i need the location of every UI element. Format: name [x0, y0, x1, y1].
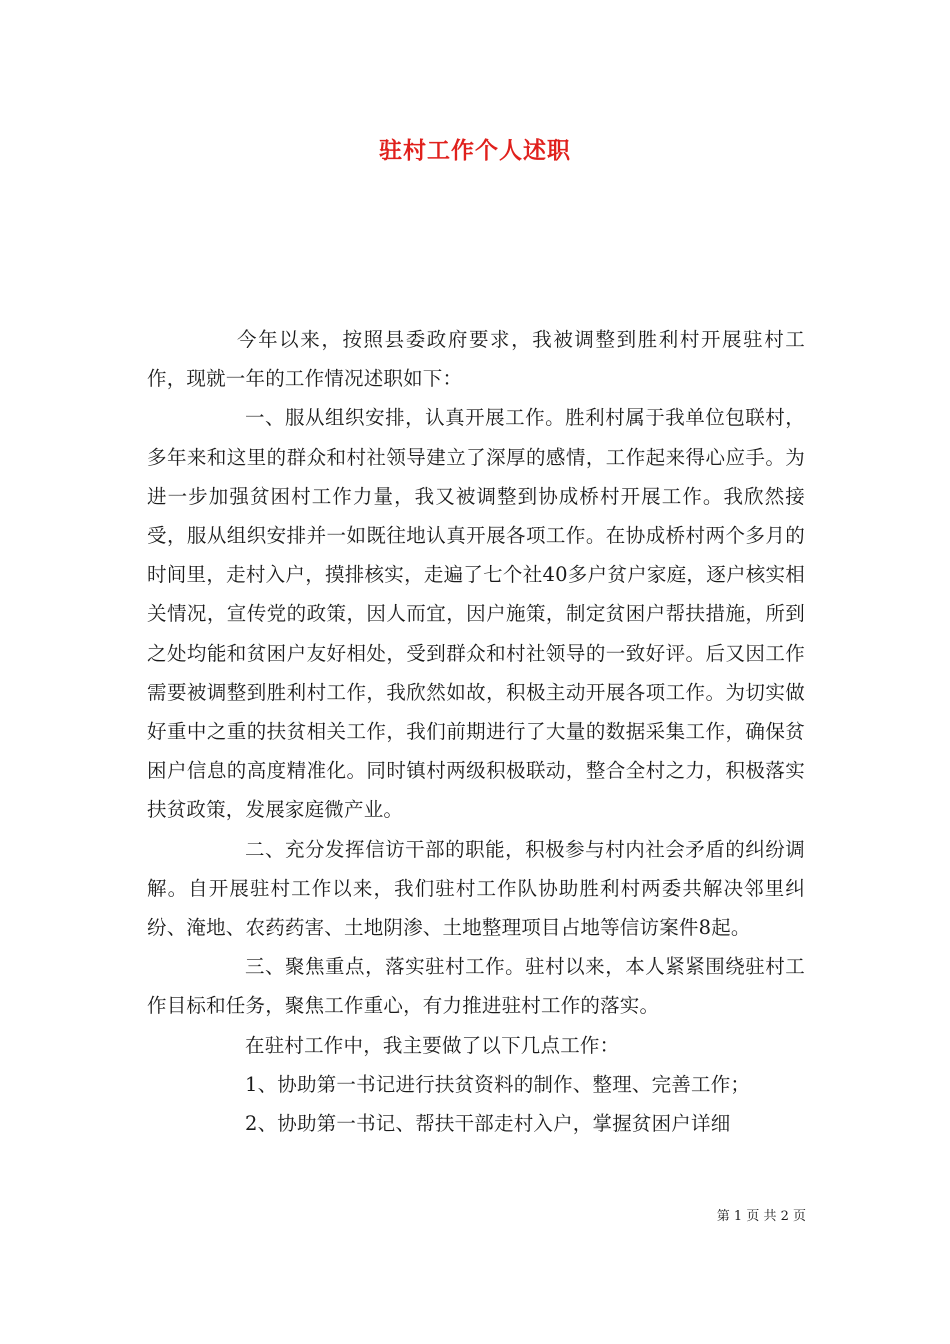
paragraph-intro: 今年以来，按照县委政府要求，我被调整到胜利村开展驻村工作，现就一年的工作情况述职如下：	[147, 328, 805, 391]
paragraph-section-1: 一、服从组织安排，认真开展工作。胜利村属于我单位包联村，多年来和这里的群众和村社领导建立了深厚的感情，工作起来得心应手。为进一步加强贫困村工作力量，我又被调整到协成桥村开展工作。我欣然接受，服从组织安排并一如既往地认真开展各项工作。在协成桥村两个多月的时间里，走村入户，摸排核实，走遍了七个社40多户贫户家庭，逐户核实相关情况，宣传党的政策，因人而宜，因户施策，制定贫困户帮扶措施，所到之处均能和贫困户友好相处，受到群众和村社领导的一致好评。后又因工作需要被调整到胜利村工作，我欣然如故，积极主动开展各项工作。为切实做好重中之重的扶贫相关工作，我们前期进行了大量的数据采集工作，确保贫困户信息的高度精准化。同时镇村两级积极联动，整合全村之力，积极落实扶贫政策，发展家庭微产业。	[147, 406, 805, 822]
document-title: 驻村工作个人述职	[379, 137, 571, 164]
paragraph-section-2: 二、充分发挥信访干部的职能，积极参与村内社会矛盾的纠纷调解。自开展驻村工作以来，我们驻村工作队协助胜利村两委共解决邻里纠纷、淹地、农药药害、土地阴渗、土地整理项目占地等信访案件8起。	[147, 837, 805, 940]
list-item-1: 1、协助第一书记进行扶贫资料的制作、整理、完善工作；	[245, 1072, 751, 1096]
page-number: 第 1 页 共 2 页	[716, 1209, 806, 1224]
paragraph-work-intro: 在驻村工作中，我主要做了以下几点工作：	[245, 1033, 620, 1057]
document-body	[147, 320, 805, 1143]
paragraph-section-3: 三、聚焦重点，落实驻村工作。驻村以来，本人紧紧围绕驻村工作目标和任务，聚焦工作重心，有力推进驻村工作的落实。	[147, 955, 805, 1018]
list-item-2: 2、协助第一书记、帮扶干部走村入户，掌握贫困户详细	[245, 1112, 731, 1136]
